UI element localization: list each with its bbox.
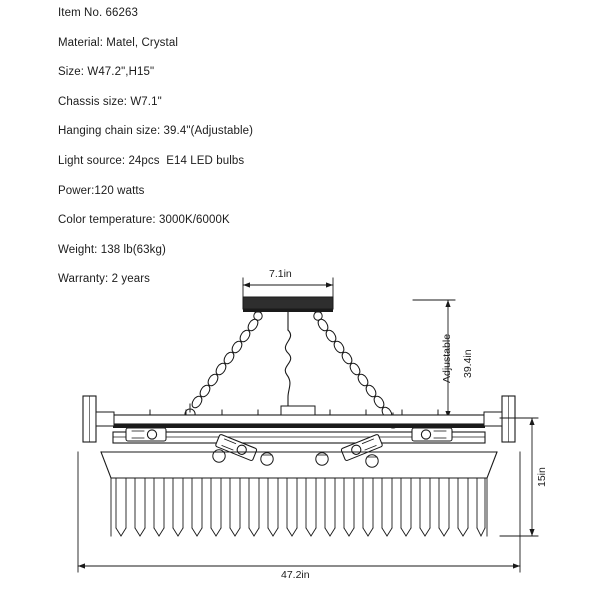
chain-right-links [316, 317, 394, 420]
chain-left [185, 312, 262, 419]
end-cap-left [83, 396, 114, 442]
label-chain-length: 39.4in [462, 349, 474, 378]
spec-color-temp: Color temperature: 3000K/6000K [58, 214, 230, 227]
spec-light-source: Light source: 24pcs E14 LED bulbs [58, 154, 245, 167]
specification-list [58, 6, 478, 302]
bulb-holder-4 [341, 434, 383, 461]
spec-material: Material: Matel, Crystal [58, 36, 178, 49]
bulb-lower-center-left [261, 453, 273, 465]
crystal-skirt [101, 452, 497, 536]
bulb-holder-2 [412, 428, 452, 441]
end-cap-right [484, 396, 515, 442]
label-chassis-width: 7.1in [269, 268, 292, 280]
spec-warranty: Warranty: 2 years [58, 273, 151, 286]
dim-fixture-height [500, 418, 538, 536]
label-chain-adjustable: Adjustable [441, 333, 453, 383]
power-wire [285, 312, 290, 414]
bulb-lower-right [366, 455, 378, 467]
crystal-rods [116, 478, 485, 536]
spec-size: Size: W47.2",H15" [58, 66, 155, 79]
frame-top-nubs [150, 406, 438, 415]
spec-item-no: Item No. 66263 [58, 7, 139, 19]
label-fixture-width: 47.2in [281, 569, 310, 581]
chain-left-links [190, 317, 260, 409]
bulb-holder-3 [215, 434, 257, 461]
chain-right [314, 312, 398, 428]
bulb-lower-center-right [316, 453, 328, 465]
spec-weight: Weight: 138 lb(63kg) [58, 243, 166, 256]
main-frame-bar [113, 415, 485, 443]
bulb-holder-1 [126, 428, 166, 441]
label-fixture-height: 15in [536, 467, 548, 487]
dim-fixture-width [78, 452, 520, 572]
spec-power: Power:120 watts [58, 184, 145, 197]
spec-chassis-size: Chassis size: W7.1" [58, 95, 162, 108]
bulb-lower-left [213, 450, 225, 462]
spec-chain-size: Hanging chain size: 39.4"(Adjustable) [58, 125, 254, 138]
